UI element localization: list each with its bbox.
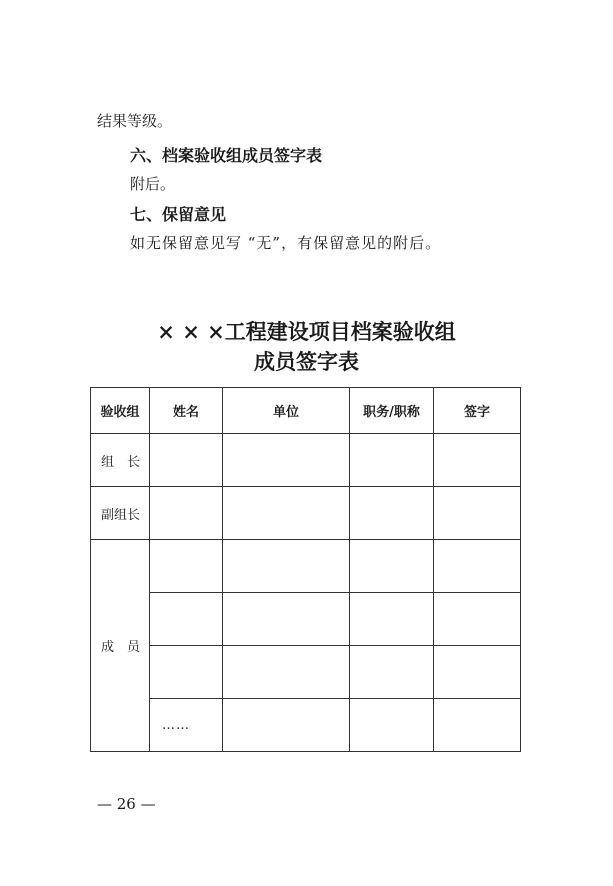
table-title-line1: × × ×工程建设项目档案验收组: [157, 319, 456, 344]
section6-text: 附后。: [130, 175, 176, 193]
table-header-row: [91, 388, 521, 434]
body-text-line1: 结果等级。: [97, 112, 173, 130]
position-cell: [350, 699, 434, 752]
name-cell: [150, 593, 223, 646]
table-row-member: [91, 540, 521, 593]
table-title-line2: 成员签字表: [254, 349, 359, 374]
header-name: 姓名: [150, 388, 223, 434]
table-row-member: [91, 646, 521, 699]
signature-cell: [434, 540, 521, 593]
page-number: — 26 —: [97, 795, 156, 813]
table-row-member: [91, 699, 521, 752]
ellipsis-cell: ……: [150, 699, 223, 752]
position-cell: [350, 593, 434, 646]
signature-cell: [434, 434, 521, 487]
table-row-leader: [91, 434, 521, 487]
signature-cell: [434, 487, 521, 540]
unit-cell: [223, 540, 350, 593]
unit-cell: [223, 487, 350, 540]
signature-cell: [434, 593, 521, 646]
position-cell: [350, 487, 434, 540]
table-row-member: [91, 593, 521, 646]
header-group: 验收组: [91, 388, 150, 434]
role-deputy: 副组长: [91, 487, 150, 540]
signature-cell: [434, 699, 521, 752]
role-member: 成 员: [91, 540, 150, 752]
name-cell: [150, 434, 223, 487]
unit-cell: [223, 434, 350, 487]
name-cell: [150, 487, 223, 540]
unit-cell: [223, 593, 350, 646]
position-cell: [350, 646, 434, 699]
table-row-deputy: [91, 487, 521, 540]
header-position: 职务/职称: [350, 388, 434, 434]
section7-text: 如无保留意见写 “无”，有保留意见的附后。: [130, 234, 442, 252]
unit-cell: [223, 646, 350, 699]
position-cell: [350, 434, 434, 487]
signature-cell: [434, 646, 521, 699]
position-cell: [350, 540, 434, 593]
header-unit: 单位: [223, 388, 350, 434]
header-signature: 签字: [434, 388, 521, 434]
name-cell: [150, 540, 223, 593]
unit-cell: [223, 699, 350, 752]
role-leader: 组 长: [91, 434, 150, 487]
section7-heading: 七、保留意见: [130, 205, 227, 224]
section6-heading: 六、档案验收组成员签字表: [130, 146, 323, 165]
signature-table: [90, 387, 521, 752]
name-cell: [150, 646, 223, 699]
